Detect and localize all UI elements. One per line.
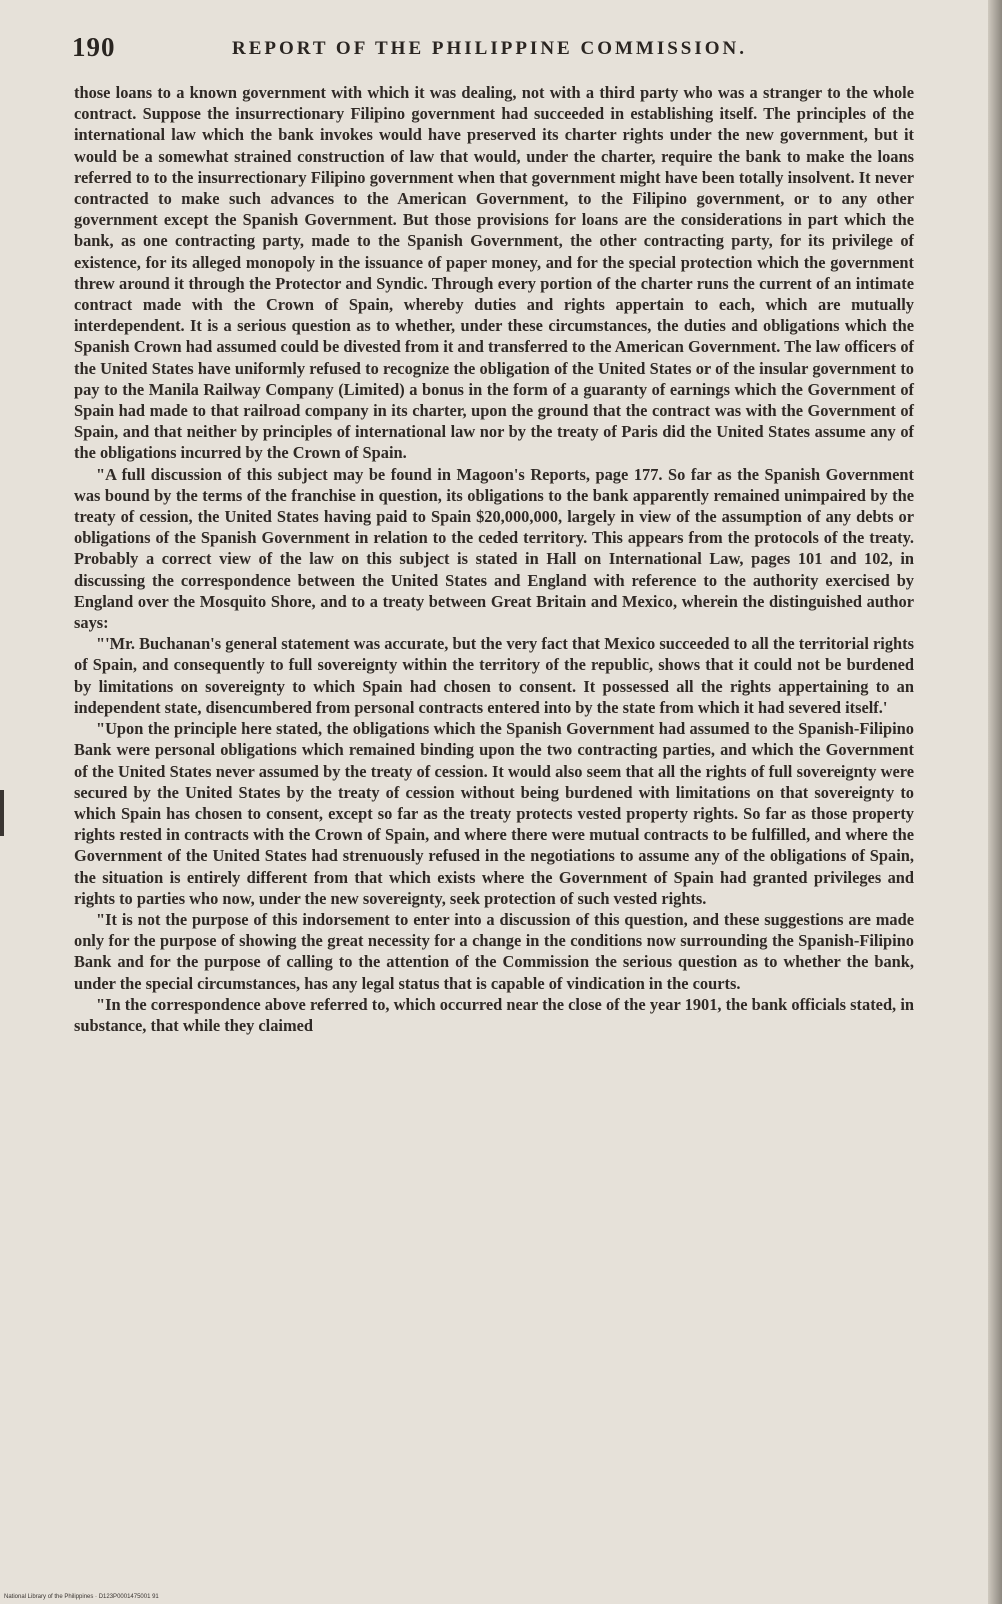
paragraph: "'Mr. Buchanan's general statement was accurate, but the very fact that Mexico succeeded to all the territorial rights of Spain, and consequently to full sovereignty within the territory of the republic, shows that it could not be burdened by limitations on sovereignty to which Spain had chosen to consent. It possessed all the rights appertaining to an independent state, disencumbered from personal contracts entered into by the state from which it had severed itself.' xyxy=(74,634,914,717)
running-title: REPORT OF THE PHILIPPINE COMMISSION. xyxy=(232,38,748,59)
scan-credit: National Library of the Philippines · D123P0001475001 91 xyxy=(4,1594,159,1600)
page-header xyxy=(72,32,912,64)
paragraph: "It is not the purpose of this indorsement to enter into a discussion of this question, and these suggestions are made only for the purpose of showing the great necessity for a change in the conditions now surrounding the Spanish-Filipino Bank and for the purpose of calling to the attention of the Commission the serious question as to whether the bank, under the special circumstances, has any legal status that is capable of vindication in the courts. xyxy=(74,909,914,993)
paragraph: those loans to a known government with which it was dealing, not with a third party who was a stranger to the whole contract. Suppose the insurrectionary Filipino government had succeeded in establishing itself. The principles of the international law which the bank invokes would have preserved its charter rights under the new government, but it would be a somewhat strained construction of law that would, under the charter, require the bank to make the loans referred to to the insurrectionary Filipino government when that government might have been totally insolvent. It never contracted to make such advances to the American Government, to the Filipino government, or to any other government except the Spanish Government. But those provisions for loans are the considerations in part which the bank, as one contracting party, made to the Spanish Government, the other contracting party, for its privilege of existence, for its alleged monopoly in the issuance of paper money, and for the special protection which the government threw around it through the Protector and Syndic. Through every portion of the charter runs the current of an intimate contract made with the Crown of Spain, whereby duties and rights appertain to each, which are mutually interdependent. It is a serious question as to whether, under these circumstances, the duties and obligations which the Spanish Crown had assumed could be divested from it and transferred to the American Government. The law officers of the United States have uniformly refused to recognize the obligation of the United States or of the insular government to pay to the Manila Railway Company (Limited) a bonus in the form of a guaranty of earnings which the Government of Spain had made to that railroad company in its charter, upon the ground that the contract was with the Government of Spain, and that neither by principles of international law nor by the treaty of Paris did the United States assume any of the obligations incurred by the Crown of Spain. xyxy=(74,83,914,463)
paragraph: "A full discussion of this subject may be found in Magoon's Reports, page 177. So far as the Spanish Government was bound by the terms of the franchise in question, its obligations to the bank apparently remained unimpaired by the treaty of cession, the United States having paid to Spain $20,000,000, largely in view of the assumption of any debts or obligations of the Spanish Government in relation to the ceded territory. This appears from the protocols of the treaty. Probably a correct view of the law on this subject is stated in Hall on International Law, pages 101 and 102, in discussing the correspondence between the United States and England with reference to the authority exercised by England over the Mosquito Shore, and to a treaty between Great Britain and Mexico, wherein the distinguished author says: xyxy=(74,464,914,633)
binding-mark xyxy=(0,790,4,836)
page-edge-shadow xyxy=(988,0,1002,1604)
paragraph: "In the correspondence above referred to, which occurred near the close of the year 1901, the bank officials stated, in substance, that while they claimed xyxy=(74,994,914,1035)
body-text xyxy=(74,82,914,1036)
page-number: 190 xyxy=(72,32,116,62)
paragraph: "Upon the principle here stated, the obligations which the Spanish Government had assumed to the Spanish-Filipino Bank were personal obligations which remained binding upon the two contracting parties, and which the Government of the United States never assumed by the treaty of cession. It would also seem that all the rights of full sovereignty were secured by the United States by the treaty of cession without being burdened with limitations on that sovereignty to which Spain has chosen to consent, except so far as the treaty protects vested property rights. So far as those property rights rested in contracts with the Crown of Spain, and where there were mutual contracts to be fulfilled, and where the Government of the United States had strenuously refused in the negotiations to assume any of the obligations of Spain, the situation is entirely different from that which exists where the Government of Spain had granted privileges and rights to parties who now, under the new sovereignty, seek protection of such vested rights. xyxy=(74,719,914,908)
